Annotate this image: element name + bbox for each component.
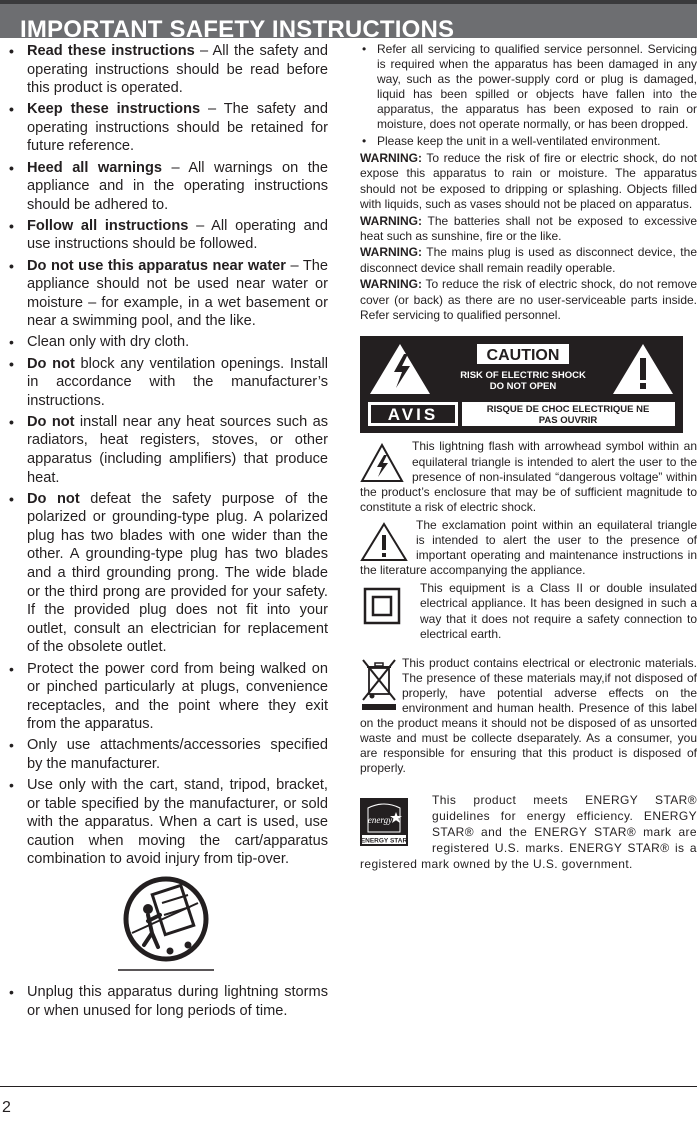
item-lead: Keep these instructions [27, 101, 201, 118]
page-number: 2 [2, 1099, 11, 1116]
right-column [360, 42, 697, 872]
risk-line1: RISK OF ELECTRIC SHOCK [460, 370, 586, 382]
energy-star-description: This product meets ENERGY STAR® guidelines for energy efficiency. ENERGY STAR® and the ENERGY STAR® mark are registered U.S. marks. ENERGY STAR® is a registered mark owned by the U.S. government. [360, 793, 697, 872]
item-text: block any ventilation openings. Install in accordance with the manufacturer’s instructions. [27, 355, 328, 409]
caution-text: CAUTION [486, 347, 560, 365]
warning-text: The mains plug is used as disconnect device, the disconnect device shall remain readily operable. [360, 245, 697, 275]
energy-star-section [360, 792, 697, 872]
safety-instruction-list-end [8, 983, 328, 1020]
warning-label: WARNING: [360, 277, 422, 292]
energy-star-logo-label: ENERGY STAR [360, 837, 408, 845]
class2-description: This equipment is a Class II or double insulated electrical appliance. It has been designed in such a way that it does not require a safety connection to electrical earth. [420, 581, 697, 641]
left-column [8, 42, 328, 1023]
item-lead: Do not [27, 355, 75, 372]
warning-label: WARNING: [360, 151, 422, 165]
list-item [8, 983, 328, 1020]
item-text: – All operating and use instructions should be followed. [27, 217, 328, 253]
list-item [8, 217, 328, 254]
risque-line2: PAS OUVRIR [538, 415, 598, 427]
list-item [8, 776, 328, 869]
avis-text: AVIS [387, 405, 439, 425]
lightning-triangle-icon [360, 443, 404, 483]
lightning-description: This lightning flash with arrowhead symbol within an equilateral triangle is intended to alert the user to the presence of non-insulated “dangerous voltage” within the product’s enclosure that may be of sufficient magnitude to constitute a risk of electric shock. [360, 439, 697, 514]
warning-paragraph [360, 151, 697, 213]
list-item [8, 42, 328, 98]
warning-text: The batteries shall not be exposed to excessive heat such as sunshine, fire or the like. [360, 213, 697, 244]
energy-star-script: energy [367, 815, 393, 826]
item-text: – All warnings on the appliance and in the operating instructions should be adhered to. [27, 159, 328, 213]
service-bullets [360, 42, 697, 149]
energy-star-logo-icon [360, 798, 408, 846]
item-lead: Do not [27, 413, 75, 430]
list-item [8, 355, 328, 411]
warning-paragraph [360, 277, 697, 323]
caution-label-graphic [360, 336, 683, 433]
cart-warning-figure [8, 875, 328, 975]
list-item [8, 100, 328, 156]
exclamation-triangle-icon [360, 522, 408, 562]
item-text: Use only with the cart, stand, tripod, bracket, or table specified by the manufacturer, or sold with the apparatus. When a cart is used, use caution when moving the cart/apparatus combination to avoid injury from tip-over. [27, 777, 328, 868]
caution-label-image [360, 336, 683, 433]
item-text: Protect the power cord from being walked on or pinched particularly at plugs, convenience receptacles, and the point where they exit from the apparatus. [27, 660, 328, 733]
item-text: install near any heat sources such as radiators, heat registers, stoves, or other apparatus (including amplifiers) that produce heat. [27, 413, 328, 486]
item-text: Unplug this apparatus during lightning storms or when unused for long periods of time. [27, 984, 328, 1019]
page-header [0, 0, 697, 43]
weee-symbol-section [360, 656, 697, 777]
weee-description: This product contains electrical or electronic materials. The presence of these materials may,if not disposed of properly, have potential adverse effects on the environment and human health. Presence of this label on the product means it should not be disposed of as unsorted waste and must be collecte dseparately. As a consumer, you are responsible for ensuring that this product is disposed of properly. [360, 655, 697, 776]
warning-label: WARNING: [360, 245, 422, 260]
item-lead: Follow all instructions [27, 217, 189, 234]
item-text: – All the safety and operating instructions should be read before this product is operated. [27, 43, 329, 97]
item-text: – The safety and operating instructions should be retained for future reference. [27, 101, 328, 155]
page-title: IMPORTANT SAFETY INSTRUCTIONS [20, 16, 455, 43]
list-item [8, 257, 328, 331]
exclamation-symbol-section [360, 518, 697, 578]
risk-line2: DO NOT OPEN [489, 381, 557, 393]
class2-symbol-section [360, 581, 697, 641]
exclamation-description: The exclamation point within an equilateral triangle is intended to alert the user to the presence of important operating and maintenance instructions in the literature accompanying the appliance. [360, 517, 697, 578]
item-text: Only use attachments/accessories specified by the manufacturer. [27, 737, 328, 772]
list-item [8, 159, 328, 215]
item-text: defeat the safety purpose of the polarized or grounding-type plug. A polarized plug has two blades with one wider than the other. A grounding-type plug has two blades and a third grounding prong. The wide blade or the third prong are provided for your safety. If the provided plug does not fit into your outlet, consult an electrician for replacement of the obsolete outlet. [27, 490, 328, 656]
list-item [8, 490, 328, 657]
warning-paragraph [360, 245, 697, 276]
double-insulation-icon [360, 585, 412, 629]
item-text: – The appliance should not be used near water or moisture – for example, in a wet basement or near a swimming pool, and the like. [27, 257, 328, 330]
cart-tip-over-icon [118, 875, 214, 971]
footer-divider [0, 1086, 697, 1087]
risque-line1: RISQUE DE CHOC ELECTRIQUE NE [486, 404, 650, 416]
warning-paragraph [360, 214, 697, 245]
list-item [8, 333, 328, 352]
list-item [8, 413, 328, 487]
item-lead: Do not [27, 490, 80, 507]
warning-text: To reduce the risk of electric shock, do not remove cover (or back) as there are no user-serviceable parts inside. Refer servicing to qualified personnel. [360, 277, 697, 323]
list-item: • Refer all servicing to qualified service personnel. Servicing is required when the apparatus has been damaged in any way, such as the power-supply cord or plug is damaged, liquid has been spilled or objects have fallen into the apparatus, the apparatus has been exposed to rain or moisture, does not operate normally, or has been dropped. [360, 42, 697, 132]
safety-instruction-list [8, 42, 328, 869]
list-item: • Please keep the unit in a well-ventilated environment. [360, 134, 697, 149]
item-lead: Heed all warnings [27, 159, 162, 176]
list-item [8, 660, 328, 734]
crossed-bin-icon [360, 656, 398, 712]
list-item [8, 736, 328, 773]
exclamation-icon [640, 358, 646, 380]
item-lead: Do not use this apparatus near water [27, 257, 286, 274]
warning-label: WARNING: [360, 213, 422, 228]
item-text: Clean only with dry cloth. [27, 334, 190, 351]
lightning-symbol-section [360, 439, 697, 514]
item-lead: Read these instructions [27, 43, 195, 59]
warning-text: To reduce the risk of fire or electric shock, do not expose this apparatus to rain or moisture. The apparatus should not be exposed to dripping or splashing. Objects filled with liquids, such as vases should not be placed on apparatus. [360, 151, 697, 212]
